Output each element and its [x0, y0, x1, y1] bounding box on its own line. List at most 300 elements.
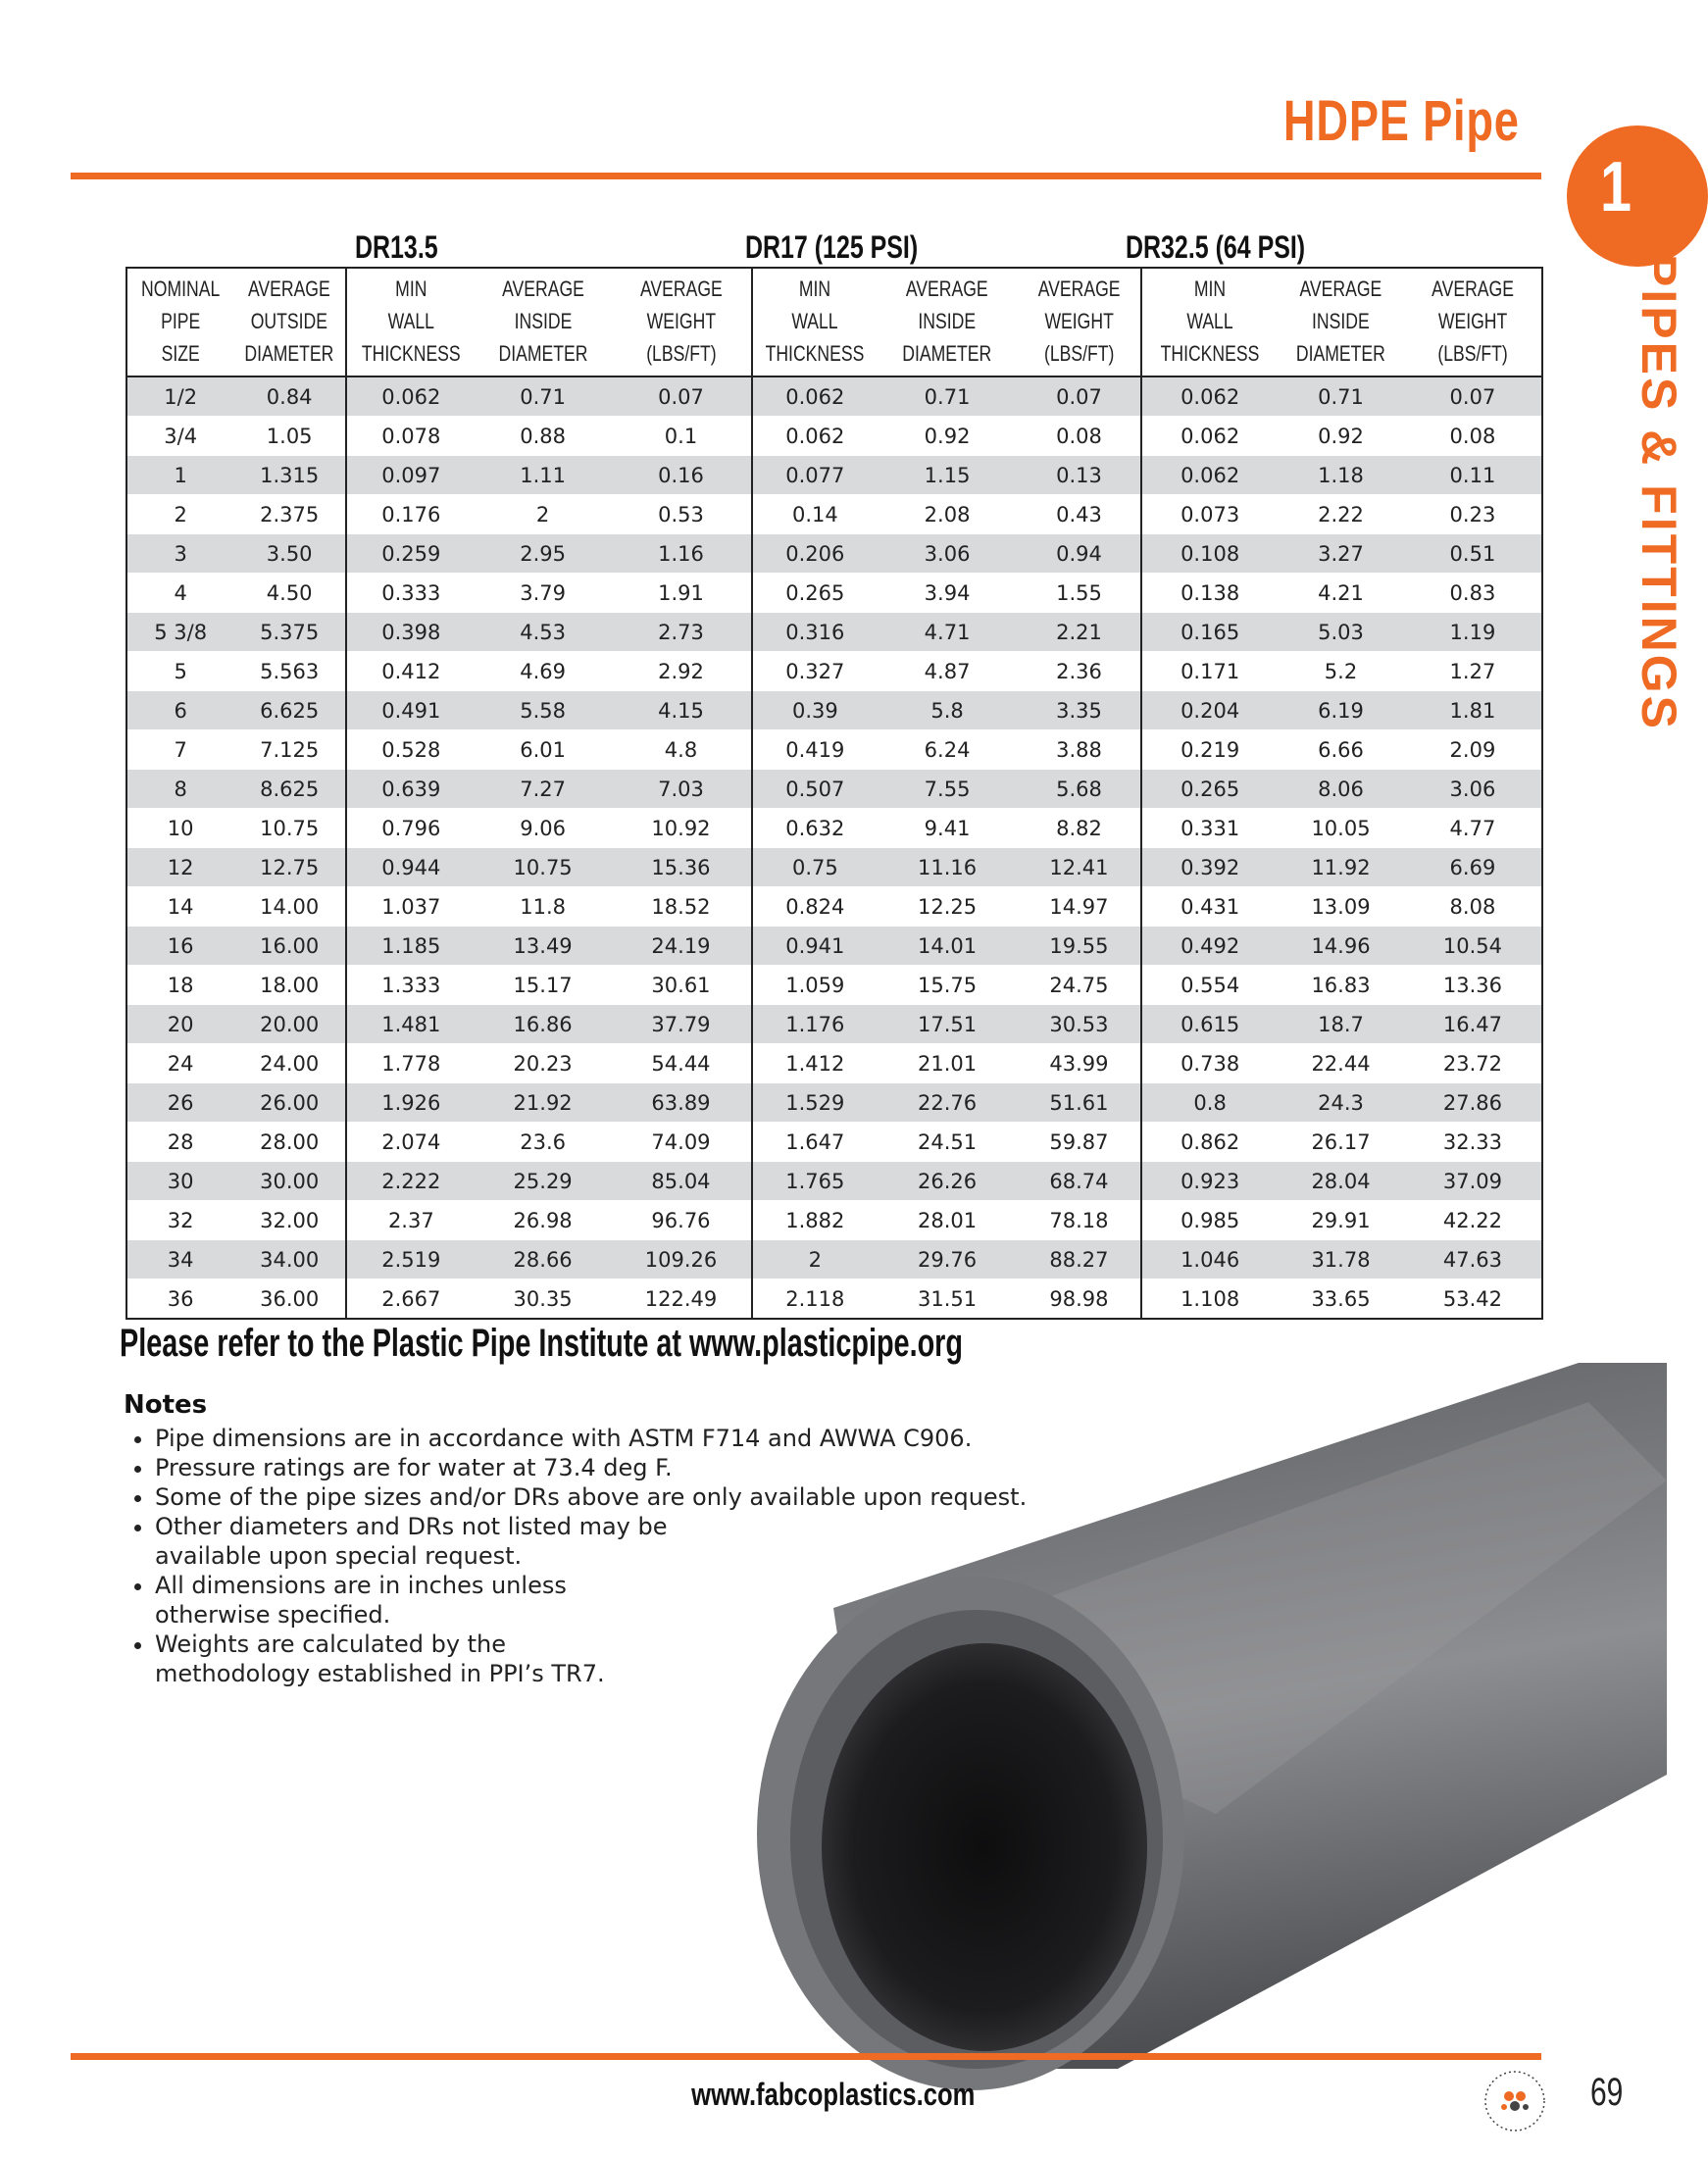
table-cell: 13.49 [476, 927, 611, 966]
table-cell: 26.98 [476, 1201, 611, 1240]
table-cell: 0.8 [1141, 1083, 1278, 1123]
table-row [126, 1083, 1542, 1123]
table-cell: 122.49 [611, 1279, 753, 1320]
table-cell: 24.19 [611, 927, 753, 966]
table-cell: 11.8 [476, 887, 611, 927]
table-cell: 0.097 [346, 456, 476, 495]
table-cell: 23.6 [476, 1123, 611, 1162]
table-cell: 1 [126, 456, 233, 495]
table-cell: 18.00 [233, 966, 346, 1005]
table-cell: 6 [126, 691, 233, 730]
table-cell: 0.412 [346, 652, 476, 691]
column-header-line: (LBS/FT) [1437, 341, 1508, 366]
table-row [126, 1201, 1542, 1240]
dr-group-headers [126, 229, 1543, 269]
table-cell: 0.23 [1404, 495, 1542, 534]
table-cell: 25.29 [476, 1162, 611, 1201]
table-cell: 7.55 [877, 770, 1018, 809]
table-cell: 54.44 [611, 1044, 753, 1083]
table-cell: 0.491 [346, 691, 476, 730]
table-cell: 10.75 [233, 809, 346, 848]
table-row [126, 417, 1542, 456]
table-cell: 0.062 [752, 417, 877, 456]
table-cell: 14.97 [1018, 887, 1141, 927]
table-cell: 0.796 [346, 809, 476, 848]
table-cell: 2 [126, 495, 233, 534]
notes-title: Notes [124, 1390, 208, 1420]
table-cell: 16 [126, 927, 233, 966]
table-cell: 3.50 [233, 534, 346, 574]
table-cell: 0.07 [1018, 376, 1141, 417]
table-row [126, 966, 1542, 1005]
table-cell: 1.91 [611, 574, 753, 613]
table-cell: 29.91 [1278, 1201, 1404, 1240]
group-label-dr13-5: DR13.5 [355, 229, 438, 265]
table-cell: 31.51 [877, 1279, 1018, 1320]
table-cell: 1.108 [1141, 1279, 1278, 1320]
table-cell: 29.76 [877, 1240, 1018, 1279]
table-cell: 37.79 [611, 1005, 753, 1044]
column-header-line: PIPE [161, 309, 201, 333]
table-cell: 0.138 [1141, 574, 1278, 613]
table-cell: 2.074 [346, 1123, 476, 1162]
table-cell: 0.71 [877, 376, 1018, 417]
table-row [126, 1240, 1542, 1279]
table-cell: 0.639 [346, 770, 476, 809]
table-cell: 4.71 [877, 613, 1018, 652]
table-cell: 0.073 [1141, 495, 1278, 534]
table-cell: 18 [126, 966, 233, 1005]
table-cell: 0.07 [1404, 376, 1542, 417]
table-cell: 8.08 [1404, 887, 1542, 927]
table-cell: 12.25 [877, 887, 1018, 927]
table-cell: 6.625 [233, 691, 346, 730]
table-row [126, 534, 1542, 574]
column-header-line: INSIDE [514, 309, 572, 333]
table-cell: 0.985 [1141, 1201, 1278, 1240]
table-cell: 21.01 [877, 1044, 1018, 1083]
table-cell: 0.862 [1141, 1123, 1278, 1162]
table-cell: 26.17 [1278, 1123, 1404, 1162]
table-cell: 24.00 [233, 1044, 346, 1083]
table-cell: 7 [126, 730, 233, 770]
table-cell: 0.165 [1141, 613, 1278, 652]
section-label-strip [1600, 254, 1686, 731]
table-cell: 16.83 [1278, 966, 1404, 1005]
table-cell: 1/2 [126, 376, 233, 417]
table-cell: 1.765 [752, 1162, 877, 1201]
section-label: PIPES & FITTINGS [1632, 254, 1686, 731]
table-cell: 12 [126, 848, 233, 887]
table-cell: 28.66 [476, 1240, 611, 1279]
table-cell: 2.118 [752, 1279, 877, 1320]
column-header [1404, 268, 1542, 376]
table-cell: 31.78 [1278, 1240, 1404, 1279]
table-cell: 3.06 [877, 534, 1018, 574]
table-cell: 47.63 [1404, 1240, 1542, 1279]
table-cell: 2.95 [476, 534, 611, 574]
table-cell: 24.3 [1278, 1083, 1404, 1123]
column-header [126, 268, 233, 376]
column-header-line: AVERAGE [1432, 276, 1514, 301]
top-divider [71, 173, 1541, 179]
table-row [126, 376, 1542, 417]
table-cell: 0.1 [611, 417, 753, 456]
table-row [126, 770, 1542, 809]
table-cell: 30.53 [1018, 1005, 1141, 1044]
table-cell: 5.03 [1278, 613, 1404, 652]
table-cell: 0.398 [346, 613, 476, 652]
table-cell: 0.39 [752, 691, 877, 730]
table-cell: 0.554 [1141, 966, 1278, 1005]
table-cell: 0.259 [346, 534, 476, 574]
table-cell: 26.26 [877, 1162, 1018, 1201]
table-cell: 2.36 [1018, 652, 1141, 691]
column-header-line: WEIGHT [646, 309, 716, 333]
table-row [126, 1005, 1542, 1044]
table-cell: 37.09 [1404, 1162, 1542, 1201]
table-cell: 6.69 [1404, 848, 1542, 887]
table-cell: 1.315 [233, 456, 346, 495]
column-header-line: INSIDE [918, 309, 977, 333]
column-header-line: THICKNESS [1160, 341, 1260, 366]
note-item: • Pipe dimensions are in accordance with ASTM F714 and AWWA C906. [155, 1424, 1135, 1453]
column-header-line: (LBS/FT) [1043, 341, 1115, 366]
table-cell: 15.75 [877, 966, 1018, 1005]
column-header-line: WEIGHT [1437, 309, 1508, 333]
table-cell: 1.11 [476, 456, 611, 495]
column-header-line: THICKNESS [361, 341, 461, 366]
table-cell: 0.108 [1141, 534, 1278, 574]
note-item: • Pressure ratings are for water at 73.4 deg F. [155, 1453, 1135, 1482]
column-header [752, 268, 877, 376]
column-header-line: DIAMETER [902, 341, 992, 366]
table-cell: 0.392 [1141, 848, 1278, 887]
table-cell: 0.206 [752, 534, 877, 574]
table-cell: 5 3/8 [126, 613, 233, 652]
table-cell: 0.632 [752, 809, 877, 848]
table-cell: 0.824 [752, 887, 877, 927]
column-header-line: DIAMETER [498, 341, 588, 366]
table-cell: 0.08 [1404, 417, 1542, 456]
table-cell: 0.14 [752, 495, 877, 534]
table-cell: 18.52 [611, 887, 753, 927]
table-cell: 1.529 [752, 1083, 877, 1123]
table-cell: 1.926 [346, 1083, 476, 1123]
table-cell: 0.492 [1141, 927, 1278, 966]
table-cell: 13.36 [1404, 966, 1542, 1005]
table-cell: 14.96 [1278, 927, 1404, 966]
column-header-line: NOMINAL [141, 276, 221, 301]
table-cell: 32 [126, 1201, 233, 1240]
pipe-image [745, 1363, 1667, 2079]
table-cell: 2 [752, 1240, 877, 1279]
column-header-line: AVERAGE [639, 276, 723, 301]
table-cell: 0.333 [346, 574, 476, 613]
table-cell: 27.86 [1404, 1083, 1542, 1123]
table-cell: 0.941 [752, 927, 877, 966]
group-label-dr17: DR17 (125 PSI) [745, 229, 919, 265]
table-cell: 8.625 [233, 770, 346, 809]
table-cell: 1.176 [752, 1005, 877, 1044]
table-cell: 28.01 [877, 1201, 1018, 1240]
table-cell: 0.07 [611, 376, 753, 417]
table-row [126, 691, 1542, 730]
footer-website[interactable] [0, 2077, 1667, 2113]
column-header-line: MIN [395, 276, 427, 301]
table-row [126, 1162, 1542, 1201]
table-cell: 13.09 [1278, 887, 1404, 927]
table-cell: 0.92 [877, 417, 1018, 456]
table-cell: 0.528 [346, 730, 476, 770]
table-cell: 10.75 [476, 848, 611, 887]
table-cell: 0.53 [611, 495, 753, 534]
table-cell: 7.03 [611, 770, 753, 809]
table-cell: 30 [126, 1162, 233, 1201]
table-cell: 0.176 [346, 495, 476, 534]
section-number: 1 [1599, 148, 1633, 226]
table-header [126, 268, 1542, 376]
column-header-line: (LBS/FT) [645, 341, 717, 366]
table-cell: 10.92 [611, 809, 753, 848]
table-cell: 0.11 [1404, 456, 1542, 495]
column-header [476, 268, 611, 376]
table-cell: 0.419 [752, 730, 877, 770]
column-header [1278, 268, 1404, 376]
table-cell: 43.99 [1018, 1044, 1141, 1083]
table-cell: 0.923 [1141, 1162, 1278, 1201]
table-row [126, 652, 1542, 691]
table-row [126, 613, 1542, 652]
table-cell: 18.7 [1278, 1005, 1404, 1044]
table-cell: 0.331 [1141, 809, 1278, 848]
table-cell: 0.944 [346, 848, 476, 887]
table-cell: 2.375 [233, 495, 346, 534]
table-cell: 20 [126, 1005, 233, 1044]
table-cell: 2.92 [611, 652, 753, 691]
table-cell: 6.19 [1278, 691, 1404, 730]
table-cell: 22.44 [1278, 1044, 1404, 1083]
table-cell: 109.26 [611, 1240, 753, 1279]
table-cell: 0.51 [1404, 534, 1542, 574]
table-cell: 30.61 [611, 966, 753, 1005]
table-cell: 14.01 [877, 927, 1018, 966]
table-cell: 36 [126, 1279, 233, 1320]
table-cell: 0.83 [1404, 574, 1542, 613]
table-row [126, 809, 1542, 848]
table-cell: 28.04 [1278, 1162, 1404, 1201]
table-cell: 28.00 [233, 1123, 346, 1162]
table-cell: 4.21 [1278, 574, 1404, 613]
table-row [126, 848, 1542, 887]
table-cell: 0.062 [752, 376, 877, 417]
table-cell: 78.18 [1018, 1201, 1141, 1240]
table-cell: 20.00 [233, 1005, 346, 1044]
table-cell: 1.059 [752, 966, 877, 1005]
table-cell: 3.94 [877, 574, 1018, 613]
footer-website-text: www.fabcoplastics.com [691, 2077, 976, 2112]
table-cell: 17.51 [877, 1005, 1018, 1044]
table-cell: 3.27 [1278, 534, 1404, 574]
table-cell: 0.16 [611, 456, 753, 495]
table-cell: 59.87 [1018, 1123, 1141, 1162]
table-cell: 85.04 [611, 1162, 753, 1201]
column-header-line: MIN [799, 276, 831, 301]
page-number: 69 [1590, 2071, 1624, 2114]
table-cell: 2.519 [346, 1240, 476, 1279]
table-cell: 0.13 [1018, 456, 1141, 495]
table-cell: 88.27 [1018, 1240, 1141, 1279]
table-cell: 8.06 [1278, 770, 1404, 809]
table-cell: 28 [126, 1123, 233, 1162]
hdpe-dimension-table [126, 267, 1543, 1320]
table-cell: 4 [126, 574, 233, 613]
table-cell: 5.2 [1278, 652, 1404, 691]
table-cell: 14 [126, 887, 233, 927]
table-cell: 2.37 [346, 1201, 476, 1240]
table-cell: 26 [126, 1083, 233, 1123]
table-cell: 8 [126, 770, 233, 809]
table-cell: 2.09 [1404, 730, 1542, 770]
table-cell: 1.882 [752, 1201, 877, 1240]
table-cell: 11.92 [1278, 848, 1404, 887]
table-cell: 0.062 [346, 376, 476, 417]
table-cell: 24 [126, 1044, 233, 1083]
table-cell: 0.078 [346, 417, 476, 456]
table-row [126, 887, 1542, 927]
table-cell: 32.33 [1404, 1123, 1542, 1162]
table-cell: 4.50 [233, 574, 346, 613]
column-header-row [126, 268, 1542, 376]
table-row [126, 495, 1542, 534]
table-row [126, 927, 1542, 966]
table-cell: 5 [126, 652, 233, 691]
table-cell: 0.92 [1278, 417, 1404, 456]
table-cell: 0.43 [1018, 495, 1141, 534]
table-cell: 0.431 [1141, 887, 1278, 927]
table-cell: 20.23 [476, 1044, 611, 1083]
column-header-line: WALL [791, 309, 838, 333]
fabco-logo-icon [1481, 2067, 1549, 2135]
table-row [126, 456, 1542, 495]
table-cell: 98.98 [1018, 1279, 1141, 1320]
table-cell: 5.68 [1018, 770, 1141, 809]
table-cell: 1.481 [346, 1005, 476, 1044]
table-cell: 0.204 [1141, 691, 1278, 730]
table-cell: 2.667 [346, 1279, 476, 1320]
column-header-line: WEIGHT [1044, 309, 1114, 333]
table-cell: 0.316 [752, 613, 877, 652]
table-cell: 1.15 [877, 456, 1018, 495]
table-cell: 6.24 [877, 730, 1018, 770]
note-item: • Other diameters and DRs not listed may be available upon special request. [155, 1512, 763, 1571]
column-header-line: AVERAGE [1299, 276, 1382, 301]
table-cell: 53.42 [1404, 1279, 1542, 1320]
table-cell: 7.27 [476, 770, 611, 809]
table-cell: 0.265 [1141, 770, 1278, 809]
table-cell: 16.47 [1404, 1005, 1542, 1044]
table-cell: 0.327 [752, 652, 877, 691]
table-cell: 8.82 [1018, 809, 1141, 848]
column-header [233, 268, 346, 376]
column-header-line: MIN [1193, 276, 1227, 301]
table-cell: 4.77 [1404, 809, 1542, 848]
table-cell: 1.778 [346, 1044, 476, 1083]
table-cell: 34.00 [233, 1240, 346, 1279]
table-cell: 1.81 [1404, 691, 1542, 730]
table-row [126, 1279, 1542, 1320]
table-cell: 5.58 [476, 691, 611, 730]
column-header [1141, 268, 1278, 376]
table-cell: 6.66 [1278, 730, 1404, 770]
table-cell: 36.00 [233, 1279, 346, 1320]
table-cell: 1.19 [1404, 613, 1542, 652]
table-cell: 14.00 [233, 887, 346, 927]
table-cell: 1.412 [752, 1044, 877, 1083]
table-cell: 3.88 [1018, 730, 1141, 770]
table-cell: 23.72 [1404, 1044, 1542, 1083]
table-cell: 0.062 [1141, 417, 1278, 456]
column-header-line: INSIDE [1312, 309, 1370, 333]
table-body [126, 376, 1542, 1319]
table-cell: 0.062 [1141, 376, 1278, 417]
table-cell: 30.35 [476, 1279, 611, 1320]
column-header-line: AVERAGE [906, 276, 988, 301]
table-cell: 10.05 [1278, 809, 1404, 848]
column-header-line: AVERAGE [501, 276, 584, 301]
table-cell: 0.507 [752, 770, 877, 809]
table-cell: 15.36 [611, 848, 753, 887]
table-cell: 51.61 [1018, 1083, 1141, 1123]
table-cell: 34 [126, 1240, 233, 1279]
ppi-reference: Please refer to the Plastic Pipe Institute at www.plasticpipe.org [120, 1322, 963, 1365]
table-cell: 1.27 [1404, 652, 1542, 691]
table-cell: 0.94 [1018, 534, 1141, 574]
table-cell: 6.01 [476, 730, 611, 770]
table-cell: 2.222 [346, 1162, 476, 1201]
table-cell: 0.88 [476, 417, 611, 456]
group-label-dr32-5: DR32.5 (64 PSI) [1126, 229, 1306, 265]
table-cell: 1.333 [346, 966, 476, 1005]
table-cell: 1.05 [233, 417, 346, 456]
column-header-line: AVERAGE [248, 276, 331, 301]
table-cell: 1.185 [346, 927, 476, 966]
column-header-line: THICKNESS [765, 341, 865, 366]
section-tab [1567, 125, 1708, 267]
column-header [877, 268, 1018, 376]
table-cell: 12.75 [233, 848, 346, 887]
table-cell: 68.74 [1018, 1162, 1141, 1201]
table-row [126, 1123, 1542, 1162]
table-cell: 0.615 [1141, 1005, 1278, 1044]
table-cell: 5.563 [233, 652, 346, 691]
table-row [126, 574, 1542, 613]
table-cell: 3.06 [1404, 770, 1542, 809]
table-cell: 0.08 [1018, 417, 1141, 456]
table-cell: 26.00 [233, 1083, 346, 1123]
table-row [126, 1044, 1542, 1083]
table-cell: 0.062 [1141, 456, 1278, 495]
table-cell: 1.046 [1141, 1240, 1278, 1279]
table-cell: 9.41 [877, 809, 1018, 848]
table-cell: 16.00 [233, 927, 346, 966]
table-cell: 96.76 [611, 1201, 753, 1240]
table-cell: 3 [126, 534, 233, 574]
table-row [126, 730, 1542, 770]
table-cell: 1.037 [346, 887, 476, 927]
table-cell: 0.077 [752, 456, 877, 495]
table-cell: 42.22 [1404, 1201, 1542, 1240]
